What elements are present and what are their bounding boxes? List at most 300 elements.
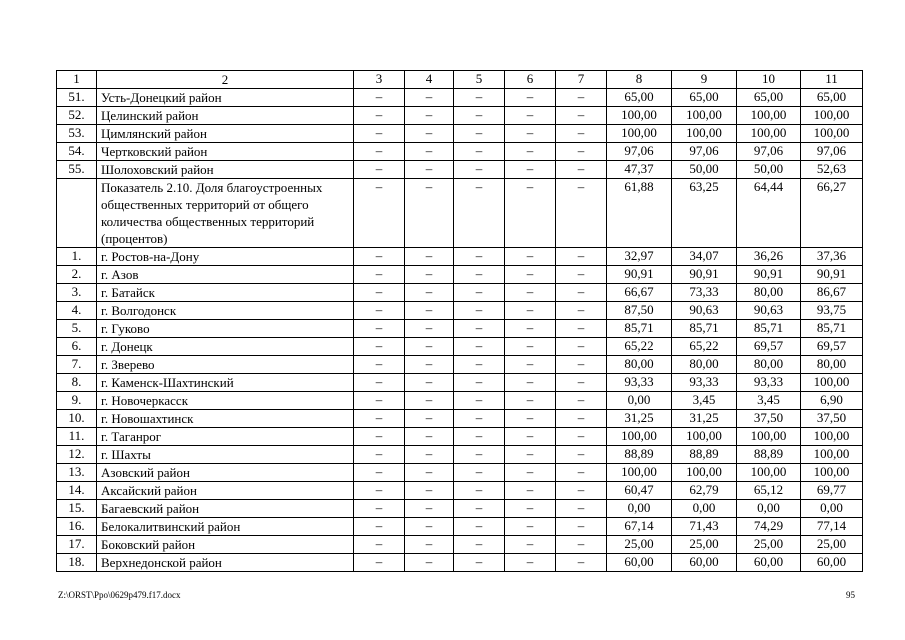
value-cell: 97,06 [672,143,737,161]
row-number-cell: 7. [57,356,97,374]
column-header: 3 [354,71,405,89]
value-cell: 37,50 [737,410,801,428]
table-row [57,446,863,464]
empty-value-cell: – [354,464,405,482]
value-cell: 64,44 [737,179,801,248]
empty-value-cell: – [354,266,405,284]
value-cell: 100,00 [801,464,863,482]
table-row [57,428,863,446]
row-number-cell: 1. [57,248,97,266]
value-cell: 100,00 [737,464,801,482]
value-cell: 100,00 [607,428,672,446]
value-cell: 93,75 [801,302,863,320]
value-cell: 65,00 [672,89,737,107]
footer-file-path: Z:\ORST\Ppo\0629p479.f17.docx [58,590,181,600]
territory-name-cell: Белокалитвинский район [97,518,354,536]
empty-value-cell: – [505,482,556,500]
empty-value-cell: – [454,536,505,554]
empty-value-cell: – [354,248,405,266]
value-cell: 100,00 [607,464,672,482]
value-cell: 74,29 [737,518,801,536]
value-cell: 25,00 [737,536,801,554]
territory-name-cell: Багаевский район [97,500,354,518]
value-cell: 85,71 [672,320,737,338]
empty-value-cell: – [556,125,607,143]
row-number-cell: 6. [57,338,97,356]
value-cell: 50,00 [672,161,737,179]
empty-value-cell: – [556,500,607,518]
table-row [57,338,863,356]
empty-value-cell: – [556,410,607,428]
table-row [57,143,863,161]
row-number-cell: 51. [57,89,97,107]
empty-value-cell: – [405,89,454,107]
empty-value-cell: – [354,302,405,320]
territory-name-cell: Верхнедонской район [97,554,354,572]
value-cell: 77,14 [801,518,863,536]
value-cell: 100,00 [737,428,801,446]
territory-name-cell: г. Таганрог [97,428,354,446]
value-cell: 90,63 [672,302,737,320]
value-cell: 80,00 [737,284,801,302]
empty-value-cell: – [405,284,454,302]
empty-value-cell: – [505,266,556,284]
value-cell: 65,00 [801,89,863,107]
empty-value-cell: – [405,428,454,446]
value-cell: 6,90 [801,392,863,410]
empty-value-cell: – [405,356,454,374]
value-cell: 32,97 [607,248,672,266]
value-cell: 100,00 [801,446,863,464]
table-row [57,464,863,482]
value-cell: 90,91 [801,266,863,284]
footer-page-number: 95 [846,590,855,600]
empty-value-cell: – [454,284,505,302]
empty-value-cell: – [505,338,556,356]
empty-value-cell: – [354,161,405,179]
value-cell: 52,63 [801,161,863,179]
empty-value-cell: – [405,410,454,428]
value-cell: 60,47 [607,482,672,500]
empty-value-cell: – [354,143,405,161]
table-row [57,302,863,320]
value-cell: 36,26 [737,248,801,266]
value-cell: 69,57 [801,338,863,356]
territory-name-cell: г. Донецк [97,338,354,356]
value-cell: 65,00 [607,89,672,107]
row-number-cell: 9. [57,392,97,410]
value-cell: 66,27 [801,179,863,248]
row-number-cell: 8. [57,374,97,392]
value-cell: 60,00 [607,554,672,572]
empty-value-cell: – [454,125,505,143]
column-header: 1 [57,71,97,89]
empty-value-cell: – [505,392,556,410]
column-header: 10 [737,71,801,89]
empty-value-cell: – [505,428,556,446]
value-cell: 61,88 [607,179,672,248]
empty-value-cell: – [454,446,505,464]
column-header: 8 [607,71,672,89]
table-row [57,356,863,374]
territory-name-cell: Шолоховский район [97,161,354,179]
territory-name-cell: Аксайский район [97,482,354,500]
empty-value-cell: – [505,125,556,143]
value-cell: 88,89 [737,446,801,464]
column-header: 4 [405,71,454,89]
value-cell: 100,00 [672,428,737,446]
value-cell: 80,00 [737,356,801,374]
empty-value-cell: – [405,554,454,572]
empty-value-cell: – [405,446,454,464]
empty-value-cell: – [405,125,454,143]
territory-name-cell: Цимлянский район [97,125,354,143]
territory-name-cell: г. Каменск-Шахтинский [97,374,354,392]
empty-value-cell: – [556,248,607,266]
row-number-cell: 53. [57,125,97,143]
value-cell: 69,77 [801,482,863,500]
value-cell: 73,33 [672,284,737,302]
empty-value-cell: – [556,338,607,356]
empty-value-cell: – [556,89,607,107]
empty-value-cell: – [405,482,454,500]
empty-value-cell: – [405,518,454,536]
column-header: 9 [672,71,737,89]
territory-name-cell: г. Волгодонск [97,302,354,320]
value-cell: 80,00 [801,356,863,374]
territory-name-cell: г. Зверево [97,356,354,374]
empty-value-cell: – [556,554,607,572]
value-cell: 31,25 [672,410,737,428]
value-cell: 100,00 [801,107,863,125]
value-cell: 62,79 [672,482,737,500]
empty-value-cell: – [556,392,607,410]
table-row [57,500,863,518]
value-cell: 25,00 [607,536,672,554]
empty-value-cell: – [405,161,454,179]
territory-name-cell: г. Батайск [97,284,354,302]
row-number-cell: 2. [57,266,97,284]
empty-value-cell: – [354,320,405,338]
empty-value-cell: – [556,302,607,320]
table-row [57,89,863,107]
empty-value-cell: – [354,410,405,428]
row-number-cell: 17. [57,536,97,554]
value-cell: 0,00 [607,500,672,518]
territory-name-cell: Боковский район [97,536,354,554]
empty-value-cell: – [505,446,556,464]
row-number-cell: 15. [57,500,97,518]
empty-value-cell: – [505,536,556,554]
territory-name-cell: г. Азов [97,266,354,284]
empty-value-cell: – [505,284,556,302]
value-cell: 34,07 [672,248,737,266]
empty-value-cell: – [454,143,505,161]
empty-value-cell: – [556,446,607,464]
row-number-cell: 3. [57,284,97,302]
empty-value-cell: – [505,302,556,320]
empty-value-cell: – [505,143,556,161]
empty-value-cell: – [354,536,405,554]
value-cell: 60,00 [737,554,801,572]
empty-value-cell: – [354,179,405,248]
empty-value-cell: – [556,161,607,179]
empty-value-cell: – [454,89,505,107]
empty-value-cell: – [505,500,556,518]
empty-value-cell: – [556,143,607,161]
empty-value-cell: – [556,464,607,482]
table-body [57,71,863,572]
empty-value-cell: – [354,428,405,446]
empty-value-cell: – [405,500,454,518]
value-cell: 85,71 [607,320,672,338]
empty-value-cell: – [405,374,454,392]
value-cell: 47,37 [607,161,672,179]
row-number-cell: 4. [57,302,97,320]
empty-value-cell: – [454,464,505,482]
empty-value-cell: – [454,356,505,374]
empty-value-cell: – [505,356,556,374]
empty-value-cell: – [405,266,454,284]
empty-value-cell: – [505,248,556,266]
value-cell: 50,00 [737,161,801,179]
empty-value-cell: – [454,248,505,266]
value-cell: 100,00 [801,125,863,143]
empty-value-cell: – [556,284,607,302]
empty-value-cell: – [505,161,556,179]
value-cell: 97,06 [737,143,801,161]
empty-value-cell: – [354,338,405,356]
row-number-cell: 52. [57,107,97,125]
empty-value-cell: – [556,356,607,374]
value-cell: 66,67 [607,284,672,302]
empty-value-cell: – [354,107,405,125]
value-cell: 90,63 [737,302,801,320]
empty-value-cell: – [354,446,405,464]
row-number-cell: 5. [57,320,97,338]
indicators-table [56,70,863,572]
empty-value-cell: – [505,518,556,536]
value-cell: 97,06 [607,143,672,161]
value-cell: 100,00 [672,464,737,482]
value-cell: 85,71 [801,320,863,338]
table-row [57,266,863,284]
empty-value-cell: – [505,107,556,125]
territory-name-cell: Показатель 2.10. Доля благоустроенных общественных территорий от общего количества общественных территорий (процентов) [97,179,354,248]
empty-value-cell: – [454,320,505,338]
empty-value-cell: – [354,392,405,410]
row-number-cell: 54. [57,143,97,161]
value-cell: 90,91 [672,266,737,284]
empty-value-cell: – [454,161,505,179]
table-row [57,107,863,125]
value-cell: 90,91 [737,266,801,284]
empty-value-cell: – [405,464,454,482]
column-header: 11 [801,71,863,89]
value-cell: 90,91 [607,266,672,284]
territory-name-cell: Усть-Донецкий район [97,89,354,107]
territory-name-cell: г. Новочеркасск [97,392,354,410]
value-cell: 71,43 [672,518,737,536]
empty-value-cell: – [454,374,505,392]
empty-value-cell: – [505,89,556,107]
value-cell: 37,36 [801,248,863,266]
empty-value-cell: – [354,482,405,500]
territory-name-cell: Целинский район [97,107,354,125]
value-cell: 100,00 [737,125,801,143]
empty-value-cell: – [454,107,505,125]
value-cell: 80,00 [672,356,737,374]
value-cell: 0,00 [607,392,672,410]
empty-value-cell: – [354,89,405,107]
table-row [57,248,863,266]
table-row [57,284,863,302]
empty-value-cell: – [556,536,607,554]
empty-value-cell: – [405,536,454,554]
value-cell: 60,00 [672,554,737,572]
value-cell: 25,00 [801,536,863,554]
empty-value-cell: – [556,179,607,248]
table-row [57,392,863,410]
value-cell: 100,00 [672,107,737,125]
value-cell: 100,00 [672,125,737,143]
empty-value-cell: – [354,356,405,374]
row-number-cell: 16. [57,518,97,536]
empty-value-cell: – [405,179,454,248]
territory-name-cell: Азовский район [97,464,354,482]
value-cell: 0,00 [737,500,801,518]
empty-value-cell: – [354,554,405,572]
empty-value-cell: – [354,518,405,536]
column-header: 7 [556,71,607,89]
row-number-cell: 10. [57,410,97,428]
empty-value-cell: – [454,266,505,284]
empty-value-cell: – [405,338,454,356]
value-cell: 65,22 [672,338,737,356]
empty-value-cell: – [454,392,505,410]
value-cell: 3,45 [672,392,737,410]
value-cell: 25,00 [672,536,737,554]
row-number-cell: 55. [57,161,97,179]
value-cell: 88,89 [607,446,672,464]
empty-value-cell: – [454,410,505,428]
value-cell: 65,00 [737,89,801,107]
value-cell: 93,33 [737,374,801,392]
empty-value-cell: – [454,302,505,320]
empty-value-cell: – [454,554,505,572]
column-header: 6 [505,71,556,89]
value-cell: 100,00 [607,107,672,125]
empty-value-cell: – [454,338,505,356]
empty-value-cell: – [505,410,556,428]
empty-value-cell: – [354,374,405,392]
empty-value-cell: – [505,179,556,248]
empty-value-cell: – [405,143,454,161]
territory-name-cell: г. Новошахтинск [97,410,354,428]
value-cell: 69,57 [737,338,801,356]
empty-value-cell: – [505,374,556,392]
value-cell: 80,00 [607,356,672,374]
value-cell: 100,00 [737,107,801,125]
value-cell: 37,50 [801,410,863,428]
row-number-cell: 12. [57,446,97,464]
row-number-cell: 13. [57,464,97,482]
value-cell: 88,89 [672,446,737,464]
empty-value-cell: – [556,320,607,338]
value-cell: 100,00 [607,125,672,143]
empty-value-cell: – [454,518,505,536]
row-number-cell: 11. [57,428,97,446]
empty-value-cell: – [505,320,556,338]
value-cell: 0,00 [801,500,863,518]
empty-value-cell: – [556,107,607,125]
value-cell: 87,50 [607,302,672,320]
table-header-row [57,71,863,89]
empty-value-cell: – [556,482,607,500]
value-cell: 86,67 [801,284,863,302]
table-row [57,179,863,248]
territory-name-cell: г. Гуково [97,320,354,338]
value-cell: 85,71 [737,320,801,338]
empty-value-cell: – [405,302,454,320]
empty-value-cell: – [505,464,556,482]
table-row [57,482,863,500]
empty-value-cell: – [354,500,405,518]
empty-value-cell: – [454,179,505,248]
value-cell: 100,00 [801,374,863,392]
value-cell: 65,12 [737,482,801,500]
empty-value-cell: – [454,428,505,446]
empty-value-cell: – [405,107,454,125]
column-header: 2 [97,71,354,89]
table-row [57,518,863,536]
empty-value-cell: – [556,518,607,536]
empty-value-cell: – [405,392,454,410]
empty-value-cell: – [405,320,454,338]
value-cell: 60,00 [801,554,863,572]
empty-value-cell: – [454,482,505,500]
value-cell: 63,25 [672,179,737,248]
empty-value-cell: – [505,554,556,572]
value-cell: 67,14 [607,518,672,536]
value-cell: 93,33 [672,374,737,392]
empty-value-cell: – [354,125,405,143]
table-row [57,125,863,143]
row-number-cell: 14. [57,482,97,500]
table-row [57,161,863,179]
territory-name-cell: Чертковский район [97,143,354,161]
territory-name-cell: г. Ростов-на-Дону [97,248,354,266]
column-header: 5 [454,71,505,89]
table-row [57,410,863,428]
territory-name-cell: г. Шахты [97,446,354,464]
empty-value-cell: – [556,266,607,284]
value-cell: 0,00 [672,500,737,518]
table-row [57,374,863,392]
row-number-cell [57,179,97,248]
empty-value-cell: – [405,248,454,266]
table-row [57,554,863,572]
row-number-cell: 18. [57,554,97,572]
table-row [57,320,863,338]
empty-value-cell: – [454,500,505,518]
value-cell: 65,22 [607,338,672,356]
table-row [57,536,863,554]
value-cell: 31,25 [607,410,672,428]
value-cell: 97,06 [801,143,863,161]
empty-value-cell: – [556,374,607,392]
value-cell: 3,45 [737,392,801,410]
